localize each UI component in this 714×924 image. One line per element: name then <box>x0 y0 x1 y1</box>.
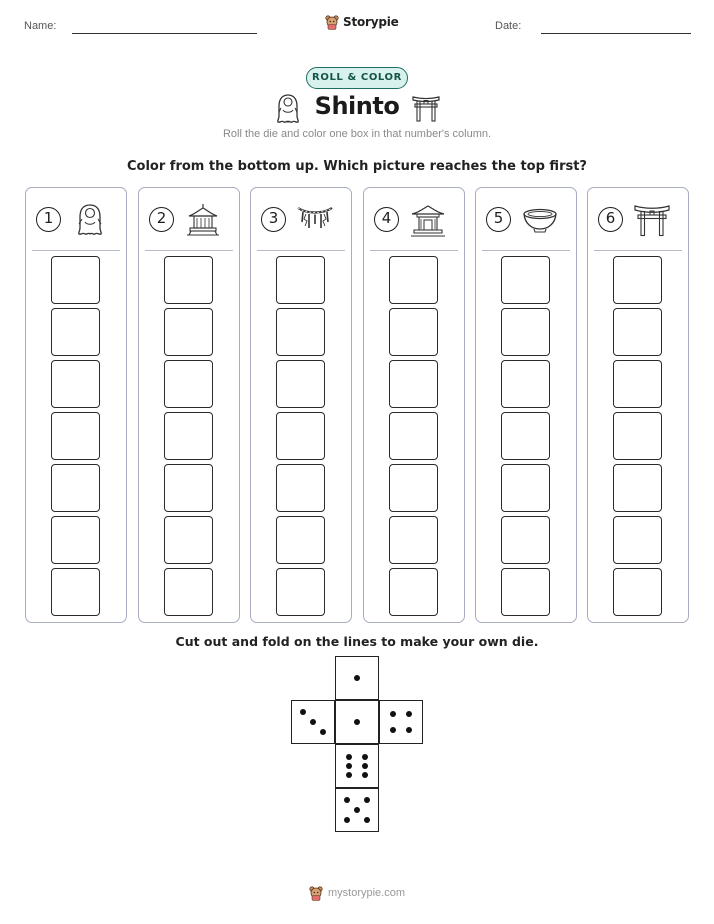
column-5 <box>475 187 577 623</box>
date-line[interactable] <box>541 33 691 34</box>
die-pip <box>346 772 352 778</box>
column-divider <box>370 250 458 251</box>
die-face-5 <box>335 788 379 832</box>
color-box[interactable] <box>613 568 662 616</box>
color-box[interactable] <box>276 516 325 564</box>
color-box[interactable] <box>276 568 325 616</box>
die-face-1-top <box>335 656 379 700</box>
color-box[interactable] <box>164 568 213 616</box>
die-pip <box>362 772 368 778</box>
die-pip <box>364 797 370 803</box>
name-line[interactable] <box>72 33 257 34</box>
color-box[interactable] <box>276 308 325 356</box>
die-pip <box>310 719 316 725</box>
bear-icon <box>309 885 323 901</box>
die-pip <box>362 754 368 760</box>
color-box[interactable] <box>164 308 213 356</box>
die-pip <box>390 727 396 733</box>
column-number: 3 <box>261 207 286 232</box>
column-number: 2 <box>149 207 174 232</box>
color-box[interactable] <box>613 256 662 304</box>
color-box[interactable] <box>164 464 213 512</box>
color-box[interactable] <box>51 256 100 304</box>
color-box[interactable] <box>276 464 325 512</box>
torii-gate-icon <box>411 94 441 122</box>
column-divider <box>32 250 120 251</box>
column-2 <box>138 187 240 623</box>
color-box[interactable] <box>164 516 213 564</box>
column-6 <box>587 187 689 623</box>
color-box[interactable] <box>164 412 213 460</box>
column-number: 1 <box>36 207 61 232</box>
column-header <box>251 188 351 250</box>
color-box[interactable] <box>51 308 100 356</box>
color-box[interactable] <box>613 516 662 564</box>
die-face-1-center <box>335 700 379 744</box>
column-number: 6 <box>598 207 623 232</box>
column-header <box>139 188 239 250</box>
color-box[interactable] <box>389 360 438 408</box>
ghost-spirit-icon <box>70 202 110 238</box>
column-header <box>26 188 126 250</box>
color-box[interactable] <box>501 360 550 408</box>
color-box[interactable] <box>389 516 438 564</box>
die-pip <box>390 711 396 717</box>
die-pip <box>354 675 360 681</box>
shimenawa-rope-icon <box>295 202 335 238</box>
color-box[interactable] <box>276 360 325 408</box>
color-box[interactable] <box>501 256 550 304</box>
footer-url[interactable]: mystorypie.com <box>328 887 406 899</box>
column-3 <box>250 187 352 623</box>
color-box[interactable] <box>51 464 100 512</box>
color-box[interactable] <box>276 412 325 460</box>
die-face-3 <box>291 700 335 744</box>
instruction: Color from the bottom up. Which picture reaches the top first? <box>127 159 587 174</box>
temple-icon <box>408 202 448 238</box>
color-box[interactable] <box>613 464 662 512</box>
color-box[interactable] <box>501 568 550 616</box>
column-4 <box>363 187 465 623</box>
color-box[interactable] <box>51 412 100 460</box>
die-pip <box>354 807 360 813</box>
color-box[interactable] <box>613 360 662 408</box>
footer <box>309 885 405 901</box>
color-box[interactable] <box>389 568 438 616</box>
color-box[interactable] <box>613 308 662 356</box>
color-box[interactable] <box>501 412 550 460</box>
color-box[interactable] <box>51 516 100 564</box>
color-box[interactable] <box>51 568 100 616</box>
column-divider <box>482 250 570 251</box>
bear-icon <box>325 14 339 30</box>
die-face-6 <box>335 744 379 788</box>
color-box[interactable] <box>164 360 213 408</box>
column-divider <box>594 250 682 251</box>
roll-and-color-badge: ROLL & COLOR <box>306 67 408 89</box>
color-box[interactable] <box>389 464 438 512</box>
shrine-icon <box>183 202 223 238</box>
die-pip <box>354 719 360 725</box>
die-pip <box>344 817 350 823</box>
column-header <box>364 188 464 250</box>
name-label: Name: <box>24 20 57 32</box>
offering-bowl-icon <box>520 202 560 238</box>
die-instruction: Cut out and fold on the lines to make your own die. <box>175 634 539 649</box>
column-header <box>588 188 688 250</box>
column-number: 4 <box>374 207 399 232</box>
color-box[interactable] <box>501 516 550 564</box>
column-1 <box>25 187 127 623</box>
column-divider <box>145 250 233 251</box>
die-pip <box>362 763 368 769</box>
die-pip <box>344 797 350 803</box>
die-pip <box>346 754 352 760</box>
die-pip <box>364 817 370 823</box>
die-pip <box>406 711 412 717</box>
die-pip <box>300 709 306 715</box>
color-box[interactable] <box>389 308 438 356</box>
die-pip <box>346 763 352 769</box>
color-box[interactable] <box>501 464 550 512</box>
die-pip <box>406 727 412 733</box>
title-row <box>0 92 714 124</box>
page-title: Shinto <box>314 92 400 120</box>
brand-logo <box>325 14 399 30</box>
torii-gate-icon <box>632 202 672 238</box>
color-box[interactable] <box>51 360 100 408</box>
color-box[interactable] <box>501 308 550 356</box>
brand-name: Storypie <box>343 15 399 29</box>
column-divider <box>257 250 345 251</box>
die-pip <box>320 729 326 735</box>
color-box[interactable] <box>164 256 213 304</box>
color-box[interactable] <box>276 256 325 304</box>
date-label: Date: <box>495 20 522 32</box>
color-box[interactable] <box>613 412 662 460</box>
die-face-4 <box>379 700 423 744</box>
subtitle: Roll the die and color one box in that number's column. <box>222 128 492 140</box>
column-header <box>476 188 576 250</box>
column-number: 5 <box>486 207 511 232</box>
color-box[interactable] <box>389 256 438 304</box>
color-box[interactable] <box>389 412 438 460</box>
